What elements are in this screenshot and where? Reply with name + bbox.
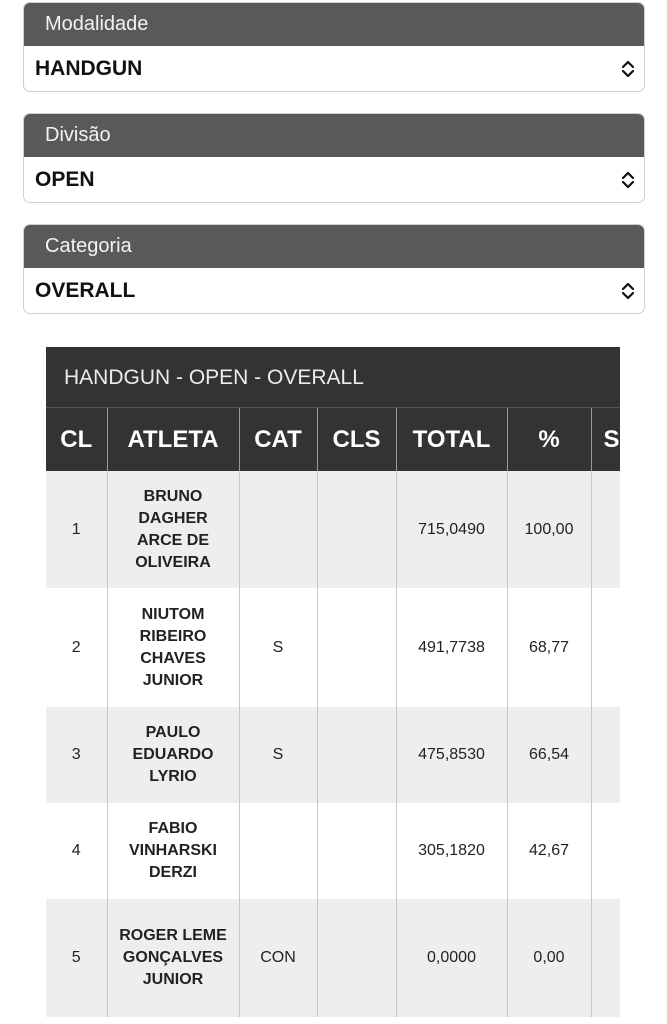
cell-cl: 5	[46, 899, 107, 1017]
filter-divisao-label: Divisão	[24, 114, 644, 157]
cell-percent: 66,54	[507, 707, 591, 803]
cell-percent: 68,77	[507, 588, 591, 707]
cell-cat: S	[239, 588, 317, 707]
chevron-up-down-icon	[621, 59, 635, 79]
cell-s	[591, 471, 620, 588]
filter-categoria	[23, 224, 645, 314]
cell-atleta: PAULO EDUARDO LYRIO	[107, 707, 239, 803]
column-header-cat[interactable]: CAT	[239, 408, 317, 471]
cell-total: 715,0490	[396, 471, 507, 588]
cell-cl: 2	[46, 588, 107, 707]
table-row[interactable]	[46, 803, 620, 899]
cell-cl: 4	[46, 803, 107, 899]
cell-total: 475,8530	[396, 707, 507, 803]
table-row[interactable]	[46, 588, 620, 707]
cell-atleta: BRUNO DAGHER ARCE DE OLIVEIRA	[107, 471, 239, 588]
cell-total: 491,7738	[396, 588, 507, 707]
cell-percent: 100,00	[507, 471, 591, 588]
modalidade-select-value: HANDGUN	[35, 57, 143, 80]
cell-percent: 0,00	[507, 899, 591, 1017]
cell-percent: 42,67	[507, 803, 591, 899]
cell-cls	[317, 588, 396, 707]
cell-s	[591, 899, 620, 1017]
cell-cls	[317, 707, 396, 803]
cell-cat	[239, 471, 317, 588]
divisao-select-value: OPEN	[35, 168, 95, 191]
cell-s	[591, 707, 620, 803]
table-row[interactable]	[46, 471, 620, 588]
cell-cat: S	[239, 707, 317, 803]
table-title: HANDGUN - OPEN - OVERALL	[46, 347, 620, 408]
cell-cls	[317, 471, 396, 588]
cell-s	[591, 588, 620, 707]
filter-modalidade	[23, 2, 645, 92]
column-header-cl[interactable]: CL	[46, 408, 107, 471]
cell-cl: 1	[46, 471, 107, 588]
filter-divisao	[23, 113, 645, 203]
cell-total: 305,1820	[396, 803, 507, 899]
cell-atleta: FABIO VINHARSKI DERZI	[107, 803, 239, 899]
column-header-atleta[interactable]: ATLETA	[107, 408, 239, 471]
chevron-up-down-icon	[621, 170, 635, 190]
column-header-percent[interactable]: %	[507, 408, 591, 471]
column-header-cls[interactable]: CLS	[317, 408, 396, 471]
column-header-total[interactable]: TOTAL	[396, 408, 507, 471]
cell-cl: 3	[46, 707, 107, 803]
cell-cat	[239, 803, 317, 899]
divisao-select[interactable]	[24, 157, 644, 202]
results-table-container[interactable]	[46, 347, 620, 1024]
chevron-up-down-icon	[621, 281, 635, 301]
categoria-select-value: OVERALL	[35, 279, 136, 302]
cell-s	[591, 803, 620, 899]
categoria-select[interactable]	[24, 268, 644, 313]
cell-cls	[317, 803, 396, 899]
results-table	[46, 408, 620, 1017]
filter-modalidade-label: Modalidade	[24, 3, 644, 46]
cell-atleta: NIUTOM RIBEIRO CHAVES JUNIOR	[107, 588, 239, 707]
cell-cat: CON	[239, 899, 317, 1017]
cell-atleta: ROGER LEME GONÇALVES JUNIOR	[107, 899, 239, 1017]
column-header-s[interactable]: S	[591, 408, 620, 471]
cell-cls	[317, 899, 396, 1017]
table-row[interactable]	[46, 899, 620, 1017]
table-row[interactable]	[46, 707, 620, 803]
filter-categoria-label: Categoria	[24, 225, 644, 268]
modalidade-select[interactable]	[24, 46, 644, 91]
cell-total: 0,0000	[396, 899, 507, 1017]
